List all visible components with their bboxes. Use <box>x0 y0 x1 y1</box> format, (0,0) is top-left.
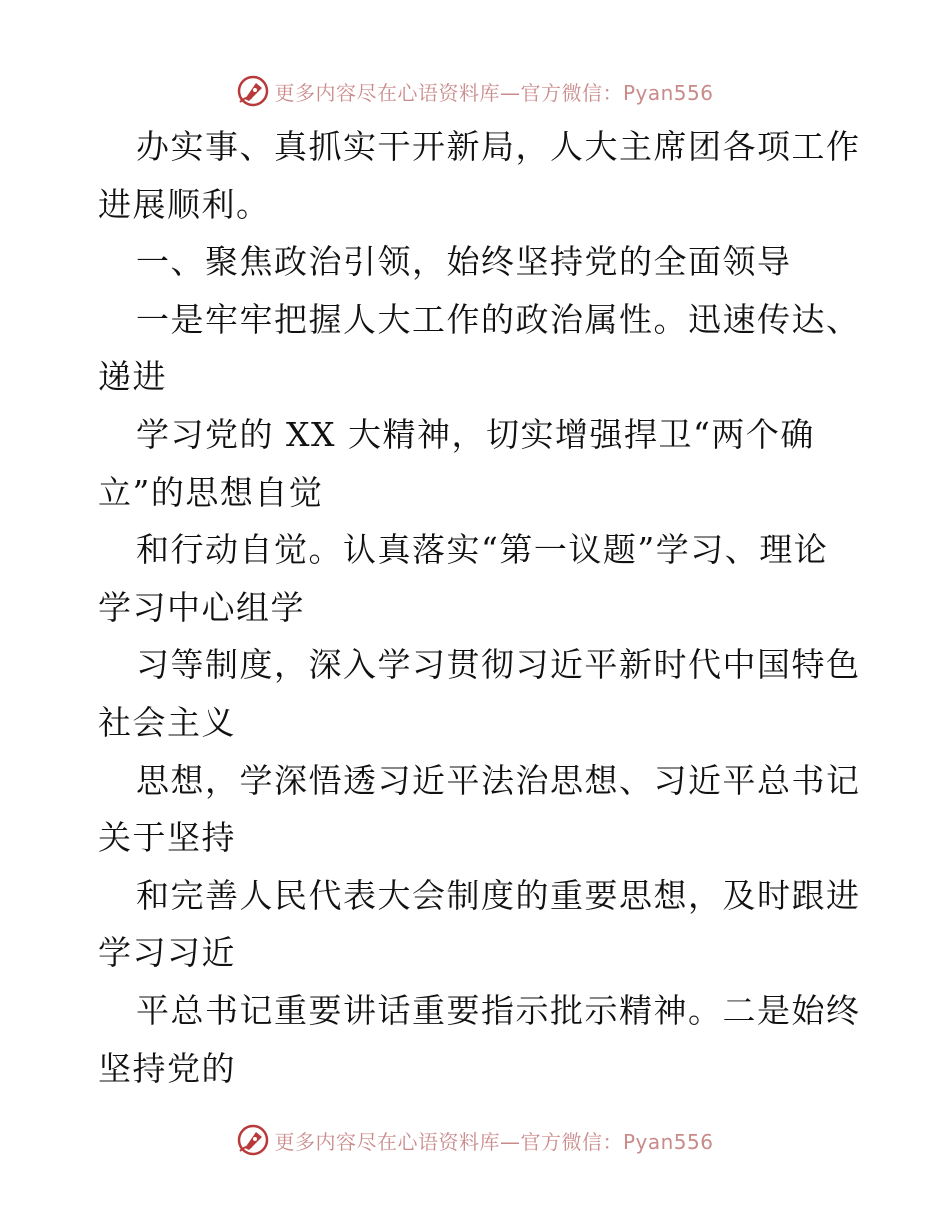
text-line: 坚持党的 <box>98 1048 236 1088</box>
text-line: 学习中心组学 <box>98 587 305 627</box>
section-heading: 一、聚焦政治引领，始终坚持党的全面领导 <box>136 242 792 282</box>
watermark-text: 更多内容尽在心语资料库—官方微信：Pyan556 <box>274 80 714 105</box>
footer-watermark <box>0 1118 950 1162</box>
text-line: 递进 <box>98 357 167 397</box>
pen-nib-circle-icon <box>236 1123 270 1157</box>
text-line: 关于坚持 <box>98 818 236 858</box>
text-line: 平总书记重要讲话重要指示批示精神。二是始终 <box>136 990 861 1030</box>
text-line: 一是牢牢把握人大工作的政治属性。迅速传达、 <box>136 299 861 339</box>
text-line: 思想，学深悟透习近平法治思想、习近平总书记 <box>136 760 861 800</box>
document-body <box>98 118 861 1097</box>
text-line: 立”的思想自觉 <box>98 472 324 512</box>
text-line: 办实事、真抓实干开新局，人大主席团各项工作 <box>136 127 861 166</box>
text-line: 习等制度，深入学习贯彻习近平新时代中国特色 <box>136 645 861 685</box>
watermark-text: 更多内容尽在心语资料库—官方微信：Pyan556 <box>274 1129 714 1154</box>
text-line: 学习党的 XX 大精神，切实增强捍卫“两个确 <box>136 414 815 454</box>
text-line: 社会主义 <box>98 702 236 742</box>
text-line: 和完善人民代表大会制度的重要思想，及时跟进 <box>136 875 861 915</box>
header-watermark <box>0 69 950 113</box>
text-line: 和行动自觉。认真落实“第一议题”学习、理论 <box>136 530 829 570</box>
pen-nib-circle-icon <box>236 74 270 108</box>
text-line: 进展顺利。 <box>98 184 271 224</box>
text-line: 学习习近 <box>98 933 236 973</box>
